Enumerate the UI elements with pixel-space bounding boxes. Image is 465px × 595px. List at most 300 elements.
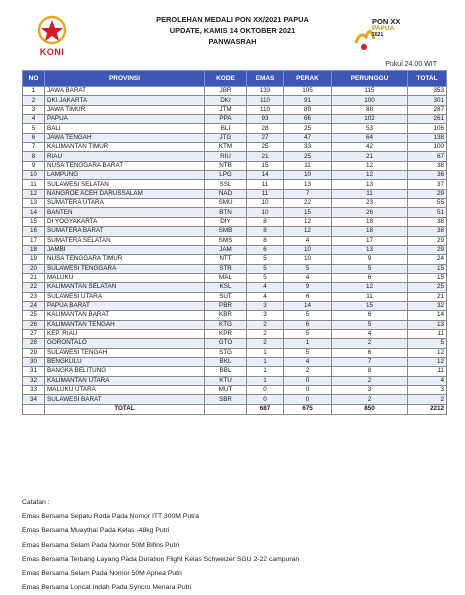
province-name: SUMATERA SELATAN bbox=[45, 236, 205, 245]
bronze-count: 100 bbox=[332, 96, 408, 105]
total-count: 106 bbox=[408, 124, 447, 133]
gold-count: 4 bbox=[247, 292, 284, 301]
silver-count: 0 bbox=[284, 395, 332, 404]
table-row bbox=[23, 189, 447, 198]
silver-count: 12 bbox=[284, 217, 332, 226]
province-code: JTM bbox=[205, 105, 247, 114]
note-item: Emas Bersama Loncat Indah Pada Syncro Menara Putri bbox=[22, 584, 192, 592]
province-code: KBR bbox=[205, 311, 247, 320]
bronze-count: 8 bbox=[332, 367, 408, 376]
total-emas: 687 bbox=[247, 404, 284, 414]
gold-count: 3 bbox=[247, 311, 284, 320]
table-row bbox=[23, 273, 447, 282]
row-no: 1 bbox=[23, 87, 45, 96]
province-name: PAPUA bbox=[45, 115, 205, 124]
table-row bbox=[23, 329, 447, 338]
row-no: 20 bbox=[23, 264, 45, 273]
province-name: NUSA TENGGARA TIMUR bbox=[45, 255, 205, 264]
total-count: 51 bbox=[408, 208, 447, 217]
row-no: 13 bbox=[23, 199, 45, 208]
province-code: SMU bbox=[205, 199, 247, 208]
note-item: Emas Bersama Selam Pada Nomor 50M Apnea Putri bbox=[22, 570, 182, 578]
col-header-kode: KODE bbox=[205, 71, 247, 87]
row-no: 27 bbox=[23, 329, 45, 338]
province-name: DKI JAKARTA bbox=[45, 96, 205, 105]
total-perak: 675 bbox=[284, 404, 332, 414]
row-no: 28 bbox=[23, 339, 45, 348]
note-item: Emas Bersama Sepatu Roda Pada Nomor ITT 300M Putra bbox=[22, 513, 200, 521]
silver-count: 89 bbox=[284, 105, 332, 114]
total-count: 5 bbox=[408, 339, 447, 348]
gold-count: 11 bbox=[247, 180, 284, 189]
gold-count: 10 bbox=[247, 208, 284, 217]
gold-count: 28 bbox=[247, 124, 284, 133]
silver-count: 25 bbox=[284, 152, 332, 161]
gold-count: 4 bbox=[247, 283, 284, 292]
silver-count: 25 bbox=[284, 124, 332, 133]
province-name: SUMATERA BARAT bbox=[45, 227, 205, 236]
total-count: 12 bbox=[408, 348, 447, 357]
table-row bbox=[23, 180, 447, 189]
province-code: NTT bbox=[205, 255, 247, 264]
total-count: 21 bbox=[408, 292, 447, 301]
bronze-count: 88 bbox=[332, 105, 408, 114]
table-row bbox=[23, 283, 447, 292]
province-name: JAWA BARAT bbox=[45, 87, 205, 96]
bronze-count: 2 bbox=[332, 395, 408, 404]
total-count: 32 bbox=[408, 301, 447, 310]
row-no: 6 bbox=[23, 133, 45, 142]
gold-count: 1 bbox=[247, 376, 284, 385]
total-count: 15 bbox=[408, 264, 447, 273]
province-code: PPA bbox=[205, 115, 247, 124]
table-row bbox=[23, 105, 447, 114]
gold-count: 2 bbox=[247, 320, 284, 329]
province-code: RIU bbox=[205, 152, 247, 161]
province-code: PBR bbox=[205, 301, 247, 310]
province-name: SUMATERA UTARA bbox=[45, 199, 205, 208]
total-count: 2 bbox=[408, 395, 447, 404]
silver-count: 5 bbox=[284, 348, 332, 357]
province-code: KSL bbox=[205, 283, 247, 292]
row-no: 33 bbox=[23, 386, 45, 395]
table-row bbox=[23, 255, 447, 264]
province-name: KALIMANTAN TENGAH bbox=[45, 320, 205, 329]
row-no: 24 bbox=[23, 301, 45, 310]
total-row bbox=[23, 404, 447, 414]
bronze-count: 102 bbox=[332, 115, 408, 124]
silver-count: 4 bbox=[284, 273, 332, 282]
province-name: KALIMANTAN BARAT bbox=[45, 311, 205, 320]
bronze-count: 12 bbox=[332, 283, 408, 292]
silver-count: 7 bbox=[284, 189, 332, 198]
silver-count: 5 bbox=[284, 264, 332, 273]
bronze-count: 23 bbox=[332, 199, 408, 208]
province-code: JBR bbox=[205, 87, 247, 96]
bronze-count: 17 bbox=[332, 236, 408, 245]
table-row bbox=[23, 143, 447, 152]
bronze-count: 18 bbox=[332, 227, 408, 236]
silver-count: 47 bbox=[284, 133, 332, 142]
col-header-perunggu: PERUNGGU bbox=[332, 71, 408, 87]
row-no: 25 bbox=[23, 311, 45, 320]
silver-count: 0 bbox=[284, 376, 332, 385]
total-count: 11 bbox=[408, 367, 447, 376]
page-header bbox=[0, 0, 465, 68]
table-row bbox=[23, 236, 447, 245]
bronze-count: 6 bbox=[332, 348, 408, 357]
province-code: BBL bbox=[205, 367, 247, 376]
silver-count: 5 bbox=[284, 311, 332, 320]
gold-count: 8 bbox=[247, 217, 284, 226]
total-count: 12 bbox=[408, 357, 447, 366]
silver-count: 91 bbox=[284, 96, 332, 105]
total-count: 55 bbox=[408, 199, 447, 208]
row-no: 31 bbox=[23, 367, 45, 376]
silver-count: 2 bbox=[284, 367, 332, 376]
total-count: 353 bbox=[408, 87, 447, 96]
silver-count: 66 bbox=[284, 115, 332, 124]
gold-count: 2 bbox=[247, 329, 284, 338]
row-no: 19 bbox=[23, 255, 45, 264]
table-header-row bbox=[23, 71, 447, 87]
bronze-count: 4 bbox=[332, 329, 408, 338]
bronze-count: 9 bbox=[332, 255, 408, 264]
gold-count: 1 bbox=[247, 367, 284, 376]
province-name: SULAWESI TENGAH bbox=[45, 348, 205, 357]
province-name: DI YOGYAKARTA bbox=[45, 217, 205, 226]
total-no bbox=[23, 404, 45, 414]
row-no: 9 bbox=[23, 161, 45, 170]
gold-count: 11 bbox=[247, 189, 284, 198]
table-row bbox=[23, 227, 447, 236]
total-count: 11 bbox=[408, 329, 447, 338]
table-row bbox=[23, 292, 447, 301]
gold-count: 8 bbox=[247, 236, 284, 245]
bronze-count: 13 bbox=[332, 245, 408, 254]
row-no: 16 bbox=[23, 227, 45, 236]
province-code: MUT bbox=[205, 386, 247, 395]
gold-count: 110 bbox=[247, 96, 284, 105]
gold-count: 110 bbox=[247, 105, 284, 114]
table-row bbox=[23, 217, 447, 226]
province-name: MALUKU UTARA bbox=[45, 386, 205, 395]
province-code: JAM bbox=[205, 245, 247, 254]
gold-count: 1 bbox=[247, 357, 284, 366]
note-item: Emas Bersama Selam Pada Nomor 50M Bifins Putri bbox=[22, 541, 180, 549]
province-code: SMB bbox=[205, 227, 247, 236]
total-perunggu: 850 bbox=[332, 404, 408, 414]
province-code: SMS bbox=[205, 236, 247, 245]
row-no: 4 bbox=[23, 115, 45, 124]
silver-count: 10 bbox=[284, 171, 332, 180]
province-code: KPR bbox=[205, 329, 247, 338]
province-code: STR bbox=[205, 264, 247, 273]
bronze-count: 64 bbox=[332, 133, 408, 142]
notes-section bbox=[22, 496, 299, 595]
total-count: 36 bbox=[408, 171, 447, 180]
total-count: 24 bbox=[408, 255, 447, 264]
table-row bbox=[23, 124, 447, 133]
note-item: Emas Bersama Muaythai Pada Kelas -48kg Putri bbox=[22, 527, 170, 535]
silver-count: 10 bbox=[284, 255, 332, 264]
table-row bbox=[23, 245, 447, 254]
province-name: BENGKULU bbox=[45, 357, 205, 366]
gold-count: 8 bbox=[247, 227, 284, 236]
gold-count: 5 bbox=[247, 264, 284, 273]
row-no: 7 bbox=[23, 143, 45, 152]
total-total: 2212 bbox=[408, 404, 447, 414]
silver-count: 14 bbox=[284, 301, 332, 310]
table-row bbox=[23, 395, 447, 404]
total-count: 14 bbox=[408, 311, 447, 320]
row-no: 5 bbox=[23, 124, 45, 133]
row-no: 22 bbox=[23, 283, 45, 292]
province-name: GORONTALO bbox=[45, 339, 205, 348]
bronze-count: 5 bbox=[332, 264, 408, 273]
koni-label: KONI bbox=[39, 47, 65, 57]
pon-logo-text-3: 2021 bbox=[372, 32, 384, 38]
total-count: 38 bbox=[408, 161, 447, 170]
update-time: Pukul 24.00 WIT bbox=[385, 61, 437, 68]
province-name: BALI bbox=[45, 124, 205, 133]
province-code: DKI bbox=[205, 96, 247, 105]
gold-count: 27 bbox=[247, 133, 284, 142]
gold-count: 21 bbox=[247, 152, 284, 161]
total-count: 29 bbox=[408, 189, 447, 198]
gold-count: 2 bbox=[247, 339, 284, 348]
province-code: STG bbox=[205, 348, 247, 357]
province-code: GTO bbox=[205, 339, 247, 348]
total-label: TOTAL bbox=[45, 404, 205, 414]
gold-count: 1 bbox=[247, 348, 284, 357]
report-title bbox=[100, 14, 365, 47]
bronze-count: 11 bbox=[332, 292, 408, 301]
province-name: NANGROE ACEH DARUSSALAM bbox=[45, 189, 205, 198]
row-no: 21 bbox=[23, 273, 45, 282]
province-name: KALIMANTAN SELATAN bbox=[45, 283, 205, 292]
province-code: NTB bbox=[205, 161, 247, 170]
total-count: 25 bbox=[408, 283, 447, 292]
table-row bbox=[23, 311, 447, 320]
table-row bbox=[23, 320, 447, 329]
gold-count: 15 bbox=[247, 161, 284, 170]
gold-count: 14 bbox=[247, 171, 284, 180]
table-row bbox=[23, 348, 447, 357]
silver-count: 4 bbox=[284, 357, 332, 366]
total-count: 138 bbox=[408, 133, 447, 142]
row-no: 15 bbox=[23, 217, 45, 226]
bronze-count: 15 bbox=[332, 301, 408, 310]
province-code: JTG bbox=[205, 133, 247, 142]
bronze-count: 12 bbox=[332, 171, 408, 180]
title-line-3: PANWASRAH bbox=[208, 37, 257, 46]
gold-count: 5 bbox=[247, 255, 284, 264]
province-name: BANGKA BELITUNG bbox=[45, 367, 205, 376]
bronze-count: 6 bbox=[332, 311, 408, 320]
province-name: BANTEN bbox=[45, 208, 205, 217]
total-count: 15 bbox=[408, 273, 447, 282]
silver-count: 4 bbox=[284, 236, 332, 245]
total-count: 301 bbox=[408, 96, 447, 105]
total-count: 29 bbox=[408, 245, 447, 254]
bronze-count: 5 bbox=[332, 320, 408, 329]
row-no: 18 bbox=[23, 245, 45, 254]
note-item: Emas Bersama Terbang Layang Pada Duration Flight Kelas Schweizer SGU 2-22 campuran bbox=[22, 555, 300, 563]
province-name: LAMPUNG bbox=[45, 171, 205, 180]
province-code: KTU bbox=[205, 376, 247, 385]
table-row bbox=[23, 386, 447, 395]
table-row bbox=[23, 208, 447, 217]
silver-count: 22 bbox=[284, 199, 332, 208]
bronze-count: 42 bbox=[332, 143, 408, 152]
province-code: BKL bbox=[205, 357, 247, 366]
province-code: SUT bbox=[205, 292, 247, 301]
bronze-count: 6 bbox=[332, 273, 408, 282]
gold-count: 6 bbox=[247, 245, 284, 254]
row-no: 14 bbox=[23, 208, 45, 217]
gold-count: 10 bbox=[247, 199, 284, 208]
total-count: 100 bbox=[408, 143, 447, 152]
total-count: 287 bbox=[408, 105, 447, 114]
province-name: SULAWESI SELATAN bbox=[45, 180, 205, 189]
total-count: 67 bbox=[408, 152, 447, 161]
notes-heading: Catatan : bbox=[22, 499, 50, 506]
province-code: NAD bbox=[205, 189, 247, 198]
medal-table bbox=[22, 70, 447, 415]
table-row bbox=[23, 161, 447, 170]
bronze-count: 2 bbox=[332, 339, 408, 348]
row-no: 32 bbox=[23, 376, 45, 385]
bronze-count: 12 bbox=[332, 161, 408, 170]
table-row bbox=[23, 87, 447, 96]
total-count: 3 bbox=[408, 386, 447, 395]
table-row bbox=[23, 171, 447, 180]
province-code: BTN bbox=[205, 208, 247, 217]
province-name: RIAU bbox=[45, 152, 205, 161]
province-name: SULAWESI UTARA bbox=[45, 292, 205, 301]
silver-count: 10 bbox=[284, 245, 332, 254]
province-code: KTG bbox=[205, 320, 247, 329]
total-count: 38 bbox=[408, 217, 447, 226]
row-no: 23 bbox=[23, 292, 45, 301]
total-count: 261 bbox=[408, 115, 447, 124]
silver-count: 11 bbox=[284, 161, 332, 170]
row-no: 2 bbox=[23, 96, 45, 105]
province-name: JAMBI bbox=[45, 245, 205, 254]
table-row bbox=[23, 367, 447, 376]
province-name: KEP. RIAU bbox=[45, 329, 205, 338]
bronze-count: 53 bbox=[332, 124, 408, 133]
province-code: MAL bbox=[205, 273, 247, 282]
gold-count: 133 bbox=[247, 87, 284, 96]
silver-count: 33 bbox=[284, 143, 332, 152]
table-row bbox=[23, 152, 447, 161]
bronze-count: 18 bbox=[332, 217, 408, 226]
gold-count: 0 bbox=[247, 395, 284, 404]
col-header-no: NO bbox=[23, 71, 45, 87]
province-name: MALUKU bbox=[45, 273, 205, 282]
province-name: SULAWESI TENGGARA bbox=[45, 264, 205, 273]
province-code: SBR bbox=[205, 395, 247, 404]
table-row bbox=[23, 339, 447, 348]
table-row bbox=[23, 199, 447, 208]
gold-count: 93 bbox=[247, 115, 284, 124]
gold-count: 5 bbox=[247, 273, 284, 282]
province-name: JAWA TIMUR bbox=[45, 105, 205, 114]
province-name: KALIMANTAN UTARA bbox=[45, 376, 205, 385]
col-header-provinsi: PROVINSI bbox=[45, 71, 205, 87]
province-code: LPG bbox=[205, 171, 247, 180]
silver-count: 5 bbox=[284, 329, 332, 338]
table-row bbox=[23, 133, 447, 142]
row-no: 26 bbox=[23, 320, 45, 329]
gold-count: 0 bbox=[247, 386, 284, 395]
row-no: 29 bbox=[23, 348, 45, 357]
table-row bbox=[23, 376, 447, 385]
province-name: JAWA TENGAH bbox=[45, 133, 205, 142]
total-count: 37 bbox=[408, 180, 447, 189]
province-name: KALIMANTAN TIMUR bbox=[45, 143, 205, 152]
bronze-count: 7 bbox=[332, 357, 408, 366]
silver-count: 0 bbox=[284, 386, 332, 395]
province-code: DIY bbox=[205, 217, 247, 226]
province-name: PAPUA BARAT bbox=[45, 301, 205, 310]
table-row bbox=[23, 357, 447, 366]
medal-table-body bbox=[23, 87, 447, 405]
title-line-2: UPDATE, KAMIS 14 OKTOBER 2021 bbox=[169, 26, 296, 35]
bronze-count: 11 bbox=[332, 189, 408, 198]
total-count: 29 bbox=[408, 236, 447, 245]
province-code: BLI bbox=[205, 124, 247, 133]
bronze-count: 13 bbox=[332, 180, 408, 189]
total-count: 13 bbox=[408, 320, 447, 329]
gold-count: 3 bbox=[247, 301, 284, 310]
silver-count: 9 bbox=[284, 283, 332, 292]
bronze-count: 26 bbox=[332, 208, 408, 217]
row-no: 34 bbox=[23, 395, 45, 404]
province-code: KTM bbox=[205, 143, 247, 152]
bronze-count: 21 bbox=[332, 152, 408, 161]
notes-list bbox=[22, 510, 299, 595]
col-header-emas: EMAS bbox=[247, 71, 284, 87]
title-line-1: PEROLEHAN MEDALI PON XX/2021 PAPUA bbox=[156, 15, 309, 24]
silver-count: 105 bbox=[284, 87, 332, 96]
silver-count: 1 bbox=[284, 339, 332, 348]
row-no: 10 bbox=[23, 171, 45, 180]
pon-logo-label bbox=[372, 18, 400, 39]
silver-count: 6 bbox=[284, 292, 332, 301]
total-count: 4 bbox=[408, 376, 447, 385]
silver-count: 6 bbox=[284, 320, 332, 329]
table-row bbox=[23, 301, 447, 310]
table-row bbox=[23, 96, 447, 105]
total-count: 38 bbox=[408, 227, 447, 236]
col-header-perak: PERAK bbox=[284, 71, 332, 87]
row-no: 30 bbox=[23, 357, 45, 366]
bronze-count: 115 bbox=[332, 87, 408, 96]
silver-count: 15 bbox=[284, 208, 332, 217]
province-name: NUSA TENGGARA BARAT bbox=[45, 161, 205, 170]
row-no: 17 bbox=[23, 236, 45, 245]
bronze-count: 3 bbox=[332, 386, 408, 395]
table-row bbox=[23, 264, 447, 273]
province-code: SSL bbox=[205, 180, 247, 189]
pon-logo-text-2: PAPUA bbox=[372, 25, 395, 32]
row-no: 3 bbox=[23, 105, 45, 114]
row-no: 8 bbox=[23, 152, 45, 161]
row-no: 12 bbox=[23, 189, 45, 198]
